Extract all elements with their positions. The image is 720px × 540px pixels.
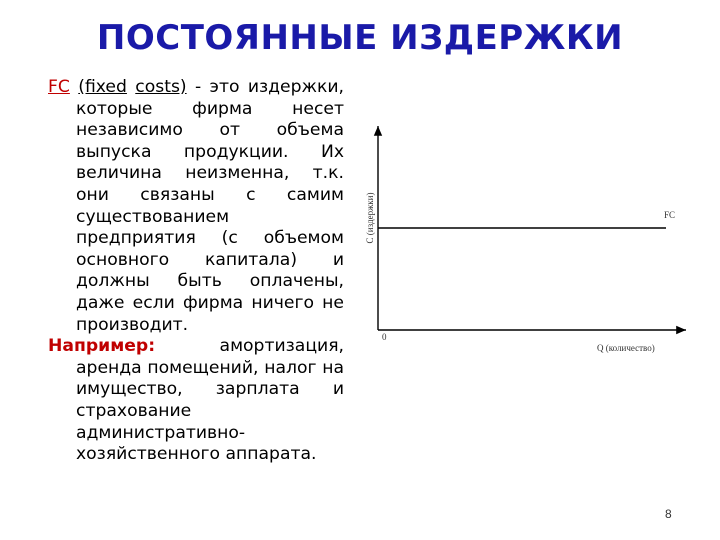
costs-word: costs): [135, 77, 187, 97]
slide-title: ПОСТОЯННЫЕ ИЗДЕРЖКИ: [96, 18, 624, 58]
fc-chart: [362, 118, 692, 363]
definition-text: - это издержки, которые фирма несет независимо от объема выпуска продукции. Их величина неизменна, т.к. они связаны с самим существованием предприятия (с объемом основного капитала) и должны быть оплачены, даже если фирма ничего не производит.: [76, 77, 345, 335]
fc-series-label: FC: [664, 210, 676, 220]
origin-label: 0: [382, 332, 387, 342]
x-axis-label: Q (количество): [597, 343, 655, 353]
example-label: Например:: [48, 336, 156, 357]
example-paragraph: [48, 336, 344, 466]
fixed-word: (fixed: [78, 77, 127, 97]
y-axis-label: С (издержки): [365, 192, 375, 244]
example-text: амортизация, аренда помещений, налог на имущество, зарплата и страхование административно-хозяйственного аппарата.: [76, 336, 344, 465]
definition-paragraph: [48, 77, 344, 336]
fc-term: FC: [48, 77, 70, 97]
page-number: 8: [665, 507, 672, 521]
slide-body: [48, 77, 344, 466]
